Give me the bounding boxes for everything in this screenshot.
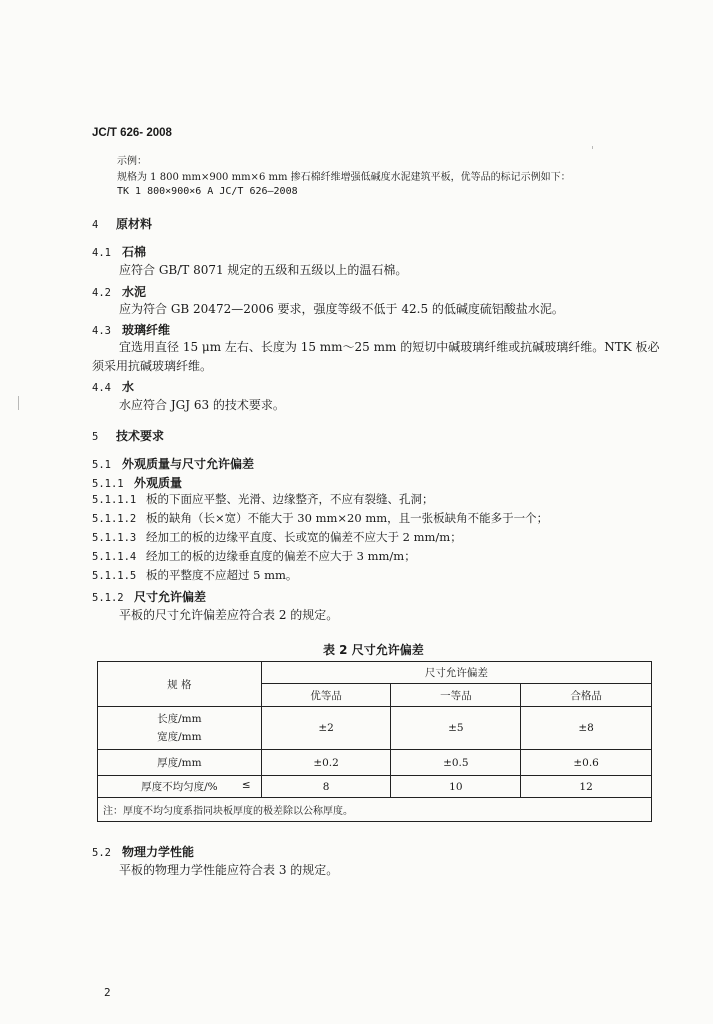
section-4-1-heading: 4.1 石棉 (92, 245, 147, 259)
table-row (98, 776, 652, 798)
scan-mark (18, 396, 19, 410)
table-2 (97, 661, 652, 822)
table-cell: 12 (521, 776, 652, 798)
table-cell: ±2 (261, 707, 391, 750)
section-4-heading: 4 原材料 (92, 217, 153, 231)
table-header-cell: 合格品 (521, 684, 652, 707)
section-4-4-heading: 4.4 水 (92, 380, 135, 394)
section-4-1-text: 应符合 GB/T 8071 规定的五级和五级以上的温石棉。 (119, 263, 408, 277)
table-row-label: 厚度不均匀度/% ≤ (98, 776, 262, 798)
scan-mark (592, 146, 593, 149)
section-5-2-heading: 5.2 物理力学性能 (92, 845, 195, 859)
section-5-1-1-heading: 5.1.1 外观质量 (92, 476, 183, 490)
section-5-1-heading: 5.1 外观质量与尺寸允许偏差 (92, 457, 255, 471)
section-5-2-text: 平板的物理力学性能应符合表 3 的规定。 (119, 863, 339, 877)
example-line-2: TK 1 800×900×6 A JC/T 626—2008 (117, 186, 298, 197)
section-5-heading: 5 技术要求 (92, 429, 165, 443)
page-number: 2 (104, 986, 111, 999)
table-caption: 表 2 尺寸允许偏差 (323, 643, 424, 657)
section-4-4-text: 水应符合 JGJ 63 的技术要求。 (119, 398, 285, 412)
section-4-2-text: 应为符合 GB 20472—2006 要求，强度等级不低于 42.5 的低碱度硫铝酸盐水泥。 (119, 302, 564, 316)
section-4-3-text-2: 须采用抗碱玻璃纤维。 (92, 359, 213, 373)
list-item: 5.1.1.5 板的平整度不应超过 5 mm。 (92, 568, 298, 582)
table-row-label: 长度/mm 宽度/mm (98, 707, 262, 750)
standard-number: JC/T 626- 2008 (92, 127, 172, 139)
table-cell: 8 (261, 776, 391, 798)
list-item: 5.1.1.2 板的缺角（长×宽）不能大于 30 mm×20 mm，且一张板缺角不能多于一个； (92, 511, 549, 525)
table-row (98, 707, 652, 750)
table-cell: ±0.6 (521, 750, 652, 776)
section-4-2-heading: 4.2 水泥 (92, 285, 147, 299)
section-5-1-2-text: 平板的尺寸允许偏差应符合表 2 的规定。 (119, 608, 339, 622)
table-header-spec: 规 格 (98, 662, 262, 707)
table-header-cell: 一等品 (391, 684, 521, 707)
table-header-group: 尺寸允许偏差 (261, 662, 651, 684)
table-cell: ±5 (391, 707, 521, 750)
table-row-label: 厚度/mm (98, 750, 262, 776)
section-4-3-heading: 4.3 玻璃纤维 (92, 323, 171, 337)
table-cell: ±0.2 (261, 750, 391, 776)
list-item: 5.1.1.3 经加工的板的边缘平直度、长或宽的偏差不应大于 2 mm/m； (92, 530, 462, 544)
section-4-3-text-1: 宜选用直径 15 μm 左右、长度为 15 mm～25 mm 的短切中碱玻璃纤维或抗碱玻璃纤维。NTK 板必 (119, 340, 660, 354)
table-note: 注：厚度不均匀度系指同块板厚度的极差除以公称厚度。 (98, 798, 652, 822)
table-cell: ±8 (521, 707, 652, 750)
list-item: 5.1.1.1 板的下面应平整、光滑、边缘整齐，不应有裂缝、孔洞； (92, 492, 434, 506)
list-item: 5.1.1.4 经加工的板的边缘垂直度的偏差不应大于 3 mm/m； (92, 549, 416, 563)
example-line-1: 规格为 1 800 mm×900 mm×6 mm 掺石棉纤维增强低碱度水泥建筑平板，优等品的标记示例如下： (117, 172, 571, 183)
less-equal-symbol: ≤ (241, 779, 251, 791)
table-row (98, 750, 652, 776)
example-label: 示例： (117, 156, 147, 167)
table-cell: 10 (391, 776, 521, 798)
table-cell: ±0.5 (391, 750, 521, 776)
table-header-cell: 优等品 (261, 684, 391, 707)
section-5-1-2-heading: 5.1.2 尺寸允许偏差 (92, 590, 207, 604)
